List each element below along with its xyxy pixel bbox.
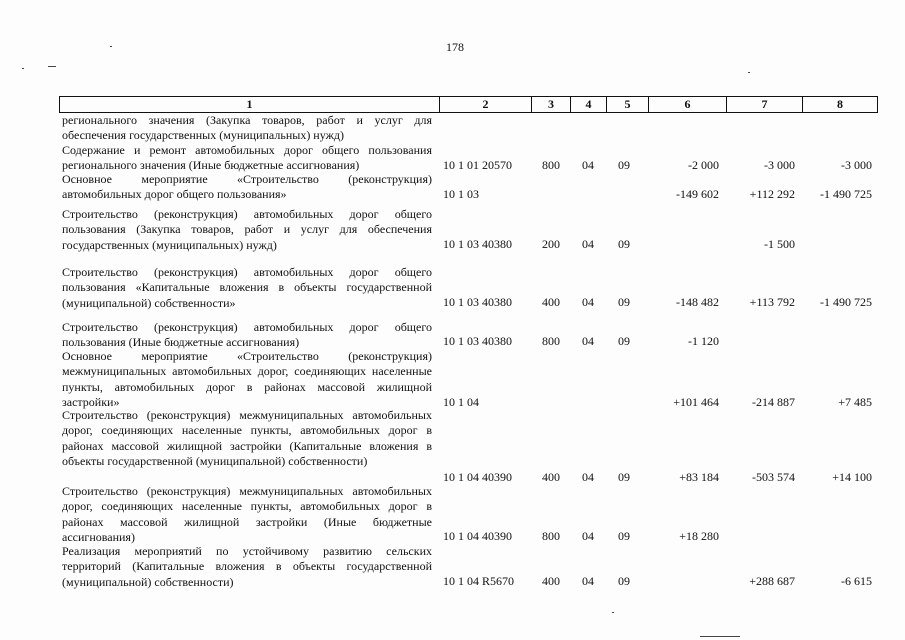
row-value-8: -1 490 725 <box>820 295 872 309</box>
row-value-6: +101 464 <box>673 395 719 409</box>
scan-speck <box>48 66 56 67</box>
row-value-7: -3 000 <box>764 158 795 172</box>
row-code: 10 1 03 <box>443 187 479 201</box>
row-code: 10 1 03 40380 <box>443 237 512 251</box>
row-value-6: -148 482 <box>676 295 719 309</box>
table-header <box>59 96 878 113</box>
row-description: Основное мероприятие «Строительство (реконструкция) автомобильных дорог общего пользования» <box>62 172 432 202</box>
row-col4: 04 <box>582 158 594 172</box>
row-code: 10 1 04 40390 <box>443 529 512 543</box>
row-description: Основное мероприятие «Строительство (реконструкция) межмуниципальных автомобильных дорог, соединяющих населенные пункты, автомобильных дорог в районах массовой жилищной застройки» <box>62 349 432 409</box>
row-description: Строительство (реконструкция) межмуниципальных автомобильных дорог, соединяющих населенные пункты, автомобильных дорог в районах массовой жилищной застройки (Капитальные вложения в объекты государственной (муниципальной) собственности) <box>62 408 432 468</box>
row-value-6: -2 000 <box>688 158 719 172</box>
row-col5: 09 <box>618 529 630 543</box>
row-code: 10 1 01 20570 <box>443 158 512 172</box>
row-col4: 04 <box>582 470 594 484</box>
header-col-7: 7 <box>761 97 768 111</box>
row-code: 10 1 04 R5670 <box>443 574 515 588</box>
row-value-6: -1 120 <box>688 334 719 348</box>
row-description: Строительство (реконструкция) автомобильных дорог общего пользования (Иные бюджетные ассигнования) <box>62 320 432 350</box>
row-value-8: +7 485 <box>838 395 872 409</box>
header-col-1: 1 <box>246 97 253 111</box>
page-number: 178 <box>446 40 464 54</box>
row-col4: 04 <box>582 237 594 251</box>
row-value-8: +14 100 <box>832 470 872 484</box>
scan-speck <box>700 636 740 637</box>
row-col3: 400 <box>542 295 560 309</box>
scan-speck <box>748 72 750 73</box>
header-col-4: 4 <box>585 97 592 111</box>
scan-speck <box>612 612 614 613</box>
row-description: Строительство (реконструкция) автомобильных дорог общего пользования «Капитальные вложения в объекты государственной (муниципальной) собственности» <box>62 265 432 310</box>
row-col4: 04 <box>582 295 594 309</box>
row-description: регионального значения (Закупка товаров, работ и услуг для обеспечения государственных (муниципальных) нужд) <box>62 113 432 143</box>
scan-speck <box>110 46 112 47</box>
row-col5: 09 <box>618 574 630 588</box>
row-col5: 09 <box>618 158 630 172</box>
row-col5: 09 <box>618 470 630 484</box>
row-code: 10 1 04 40390 <box>443 470 512 484</box>
row-value-7: -214 887 <box>752 395 795 409</box>
row-value-7: +288 687 <box>749 574 795 588</box>
row-value-7: +113 792 <box>749 295 795 309</box>
row-col3: 400 <box>542 470 560 484</box>
row-value-8: -6 615 <box>841 574 872 588</box>
row-col4: 04 <box>582 334 594 348</box>
row-value-8: -1 490 725 <box>820 187 872 201</box>
row-value-7: -503 574 <box>752 470 795 484</box>
row-value-6: -149 602 <box>676 187 719 201</box>
row-description: Содержание и ремонт автомобильных дорог общего пользования регионального значения (Иные бюджетные ассигнования) <box>62 143 432 173</box>
header-col-2: 2 <box>482 97 489 111</box>
row-col3: 400 <box>542 574 560 588</box>
row-col5: 09 <box>618 334 630 348</box>
row-code: 10 1 03 40380 <box>443 295 512 309</box>
row-value-6: +18 280 <box>679 529 719 543</box>
row-col3: 800 <box>542 529 560 543</box>
header-col-8: 8 <box>837 97 843 111</box>
row-code: 10 1 04 <box>443 395 479 409</box>
row-col5: 09 <box>618 295 630 309</box>
row-value-8: -3 000 <box>841 158 872 172</box>
row-value-7: -1 500 <box>764 237 795 251</box>
row-description: Строительство (реконструкция) автомобильных дорог общего пользования (Закупка товаров, работ и услуг для обеспечения государственных (муниципальных) нужд) <box>62 207 432 252</box>
row-col3: 200 <box>542 237 560 251</box>
row-code: 10 1 03 40380 <box>443 334 512 348</box>
header-col-3: 3 <box>548 97 554 111</box>
row-col4: 04 <box>582 529 594 543</box>
row-col4: 04 <box>582 574 594 588</box>
row-col3: 800 <box>542 334 560 348</box>
row-col5: 09 <box>618 237 630 251</box>
row-value-6: +83 184 <box>679 470 719 484</box>
header-col-6: 6 <box>684 97 691 111</box>
row-col3: 800 <box>542 158 560 172</box>
row-description: Реализация мероприятий по устойчивому развитию сельских территорий (Капитальные вложения в объекты государственной (муниципальной) собственности) <box>62 544 432 589</box>
row-value-7: +112 292 <box>749 187 795 201</box>
header-col-5: 5 <box>624 97 631 111</box>
scan-speck <box>22 68 24 69</box>
row-description: Строительство (реконструкция) межмуниципальных автомобильных дорог, соединяющих населенные пункты, автомобильных дорог в районах массовой жилищной застройки (Иные бюджетные ассигнования) <box>62 484 432 544</box>
